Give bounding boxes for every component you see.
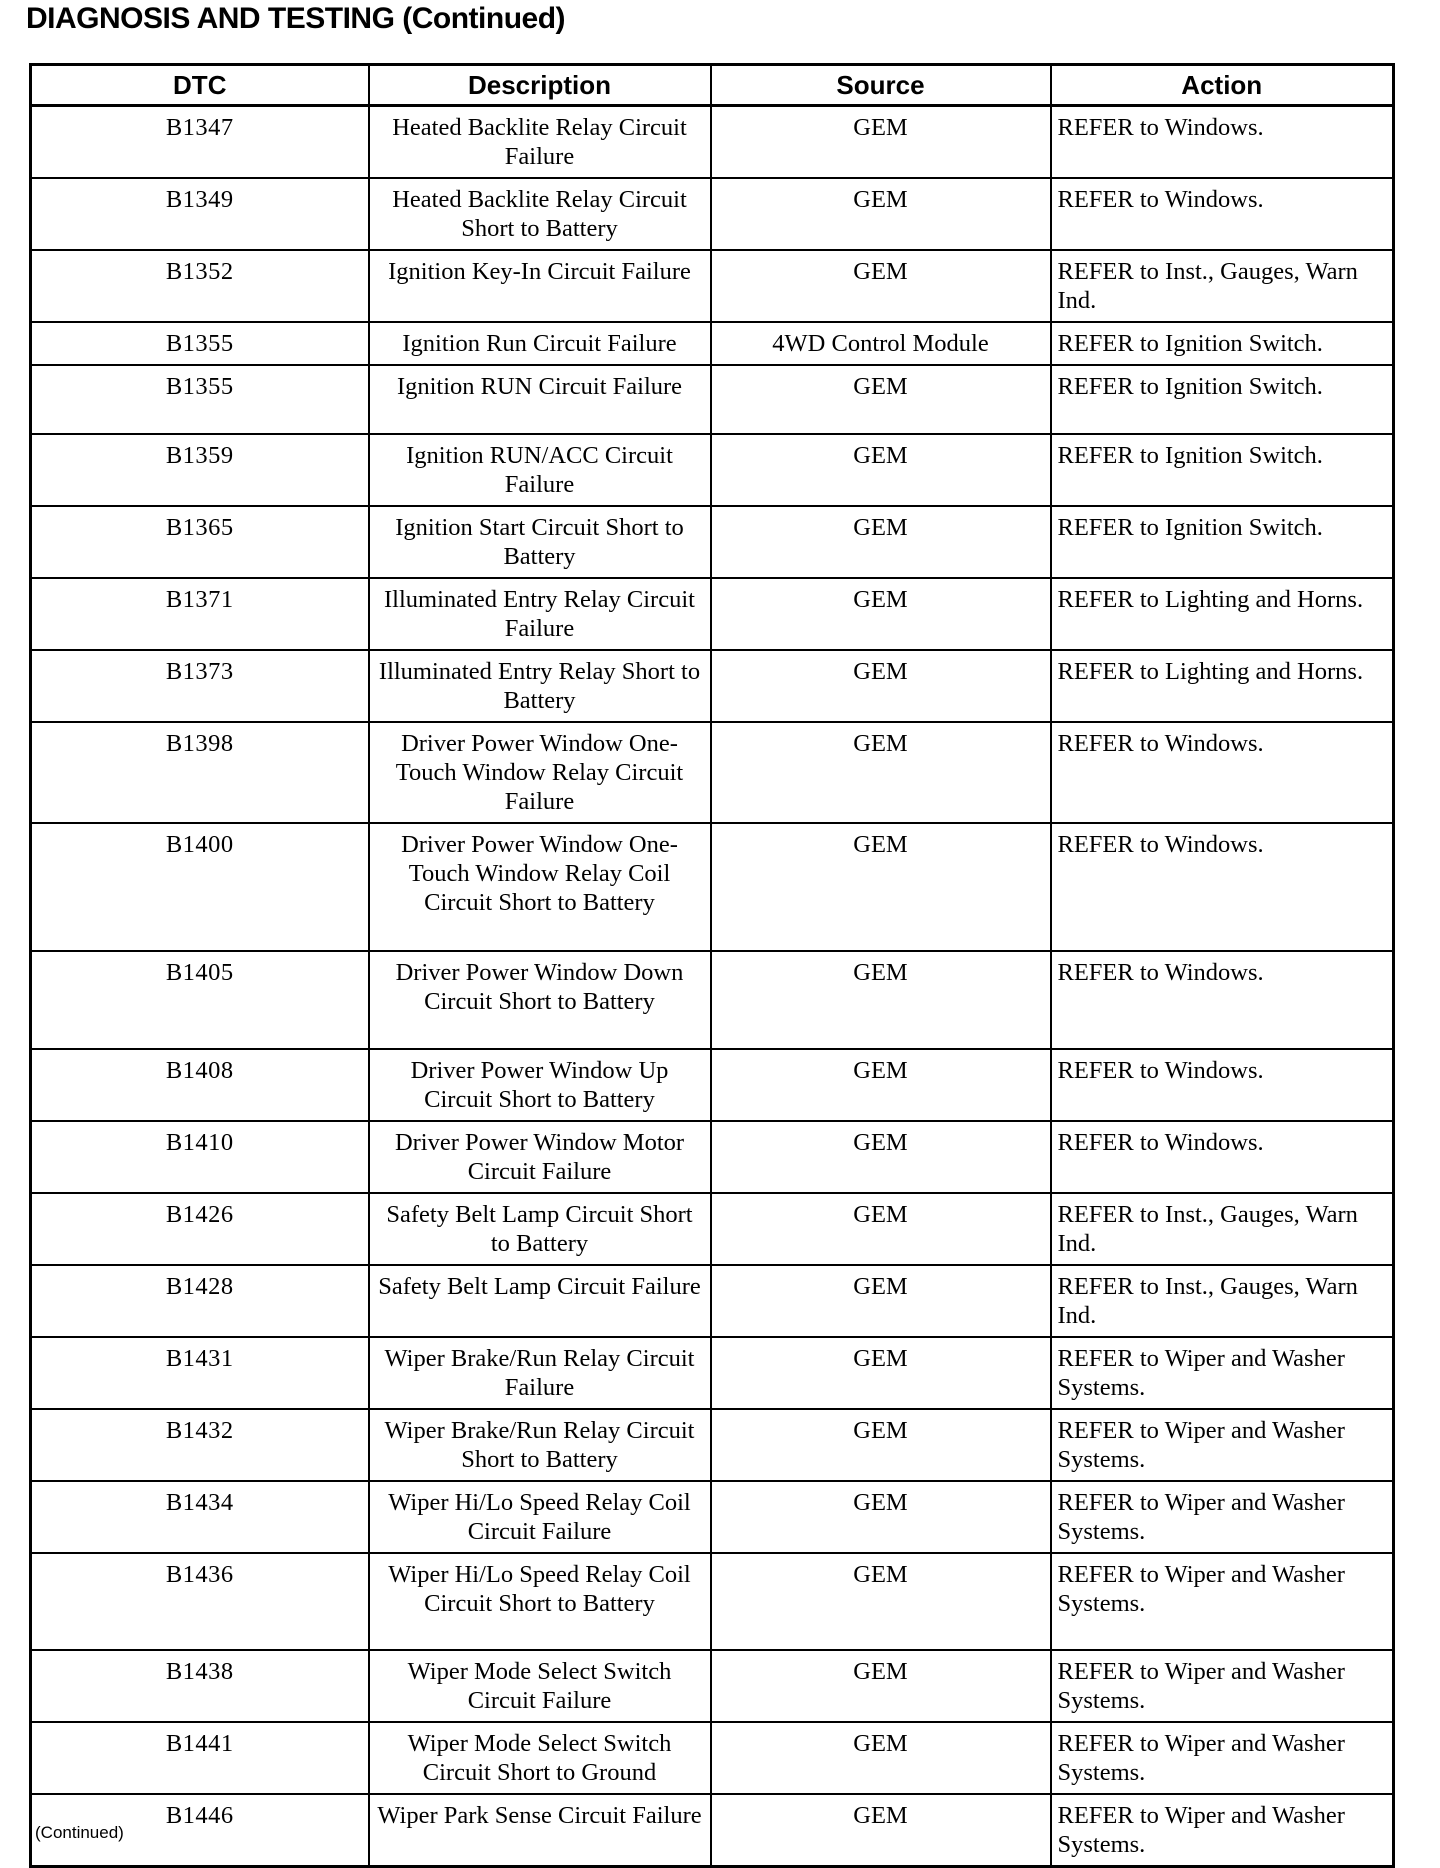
dtc-code-cell: B1428: [31, 1265, 369, 1337]
source-cell: GEM: [711, 365, 1051, 434]
page-title: DIAGNOSIS AND TESTING (Continued): [26, 2, 566, 35]
source-cell: GEM: [711, 1794, 1051, 1867]
dtc-code-cell: B1352: [31, 250, 369, 322]
action-cell: REFER to Wiper and Washer Systems.: [1051, 1650, 1394, 1722]
description-cell: Driver Power Window Up Circuit Short to Battery: [369, 1049, 711, 1121]
source-cell: GEM: [711, 578, 1051, 650]
table-row: [31, 1121, 1394, 1193]
description-cell: Wiper Mode Select Switch Circuit Failure: [369, 1650, 711, 1722]
action-cell: REFER to Ignition Switch.: [1051, 506, 1394, 578]
source-cell: GEM: [711, 1409, 1051, 1481]
source-cell: GEM: [711, 1650, 1051, 1722]
column-header-action: Action: [1051, 65, 1394, 106]
dtc-code-cell: B1347: [31, 106, 369, 179]
action-cell: REFER to Windows.: [1051, 722, 1394, 823]
action-cell: REFER to Windows.: [1051, 951, 1394, 1049]
table-row: [31, 578, 1394, 650]
description-cell: Ignition Start Circuit Short to Battery: [369, 506, 711, 578]
action-cell: REFER to Wiper and Washer Systems.: [1051, 1553, 1394, 1650]
column-header-dtc: DTC: [31, 65, 369, 106]
dtc-code-cell: B1446: [31, 1794, 369, 1867]
action-cell: REFER to Inst., Gauges, Warn Ind.: [1051, 1193, 1394, 1265]
description-cell: Wiper Hi/Lo Speed Relay Coil Circuit Failure: [369, 1481, 711, 1553]
table-row: [31, 1265, 1394, 1337]
action-cell: REFER to Windows.: [1051, 1121, 1394, 1193]
continued-note: (Continued): [35, 1823, 124, 1842]
description-cell: Illuminated Entry Relay Short to Battery: [369, 650, 711, 722]
table-row: [31, 951, 1394, 1049]
description-cell: Illuminated Entry Relay Circuit Failure: [369, 578, 711, 650]
source-cell: GEM: [711, 250, 1051, 322]
dtc-code-cell: B1373: [31, 650, 369, 722]
table-row: [31, 178, 1394, 250]
description-cell: Driver Power Window One-Touch Window Relay Coil Circuit Short to Battery: [369, 823, 711, 951]
table-row: [31, 1481, 1394, 1553]
action-cell: REFER to Lighting and Horns.: [1051, 578, 1394, 650]
dtc-code-cell: B1431: [31, 1337, 369, 1409]
table-row: [31, 1722, 1394, 1794]
description-cell: Ignition Key-In Circuit Failure: [369, 250, 711, 322]
description-cell: Driver Power Window Down Circuit Short to Battery: [369, 951, 711, 1049]
table-row: [31, 250, 1394, 322]
description-cell: Wiper Mode Select Switch Circuit Short to Ground: [369, 1722, 711, 1794]
table-row: [31, 722, 1394, 823]
description-cell: Driver Power Window Motor Circuit Failure: [369, 1121, 711, 1193]
table-body: [31, 106, 1394, 1867]
source-cell: GEM: [711, 1722, 1051, 1794]
description-cell: Heated Backlite Relay Circuit Failure: [369, 106, 711, 179]
dtc-code-cell: B1408: [31, 1049, 369, 1121]
description-cell: Ignition Run Circuit Failure: [369, 322, 711, 365]
action-cell: REFER to Wiper and Washer Systems.: [1051, 1481, 1394, 1553]
table-row: [31, 365, 1394, 434]
description-cell: Ignition RUN/ACC Circuit Failure: [369, 434, 711, 506]
action-cell: REFER to Inst., Gauges, Warn Ind.: [1051, 1265, 1394, 1337]
dtc-code-cell: B1441: [31, 1722, 369, 1794]
dtc-code-cell: B1398: [31, 722, 369, 823]
description-cell: Wiper Hi/Lo Speed Relay Coil Circuit Short to Battery: [369, 1553, 711, 1650]
description-cell: Heated Backlite Relay Circuit Short to Battery: [369, 178, 711, 250]
source-cell: GEM: [711, 106, 1051, 179]
source-cell: GEM: [711, 1121, 1051, 1193]
table-row: [31, 322, 1394, 365]
table-row: [31, 1650, 1394, 1722]
action-cell: REFER to Inst., Gauges, Warn Ind.: [1051, 250, 1394, 322]
table-row: [31, 434, 1394, 506]
source-cell: GEM: [711, 434, 1051, 506]
dtc-code-cell: B1410: [31, 1121, 369, 1193]
dtc-code-cell: B1355: [31, 322, 369, 365]
action-cell: REFER to Ignition Switch.: [1051, 322, 1394, 365]
dtc-code-cell: B1349: [31, 178, 369, 250]
table-row: [31, 1337, 1394, 1409]
dtc-code-cell: B1438: [31, 1650, 369, 1722]
dtc-table: [29, 63, 1395, 1868]
source-cell: GEM: [711, 1553, 1051, 1650]
source-cell: GEM: [711, 951, 1051, 1049]
description-cell: Safety Belt Lamp Circuit Failure: [369, 1265, 711, 1337]
source-cell: GEM: [711, 1481, 1051, 1553]
dtc-code-cell: B1400: [31, 823, 369, 951]
description-cell: Driver Power Window One-Touch Window Relay Circuit Failure: [369, 722, 711, 823]
table-row: [31, 650, 1394, 722]
table-row: [31, 106, 1394, 179]
description-cell: Safety Belt Lamp Circuit Short to Battery: [369, 1193, 711, 1265]
source-cell: GEM: [711, 1049, 1051, 1121]
source-cell: GEM: [711, 178, 1051, 250]
column-header-source: Source: [711, 65, 1051, 106]
description-cell: Wiper Park Sense Circuit Failure: [369, 1794, 711, 1867]
source-cell: GEM: [711, 823, 1051, 951]
source-cell: GEM: [711, 722, 1051, 823]
source-cell: GEM: [711, 1337, 1051, 1409]
action-cell: REFER to Wiper and Washer Systems.: [1051, 1337, 1394, 1409]
action-cell: REFER to Ignition Switch.: [1051, 434, 1394, 506]
table-row: [31, 506, 1394, 578]
dtc-code-cell: B1365: [31, 506, 369, 578]
action-cell: REFER to Ignition Switch.: [1051, 365, 1394, 434]
action-cell: REFER to Windows.: [1051, 823, 1394, 951]
dtc-code-cell: B1426: [31, 1193, 369, 1265]
dtc-code-cell: B1436: [31, 1553, 369, 1650]
table-row: [31, 1193, 1394, 1265]
table-row: [31, 1409, 1394, 1481]
column-header-description: Description: [369, 65, 711, 106]
source-cell: GEM: [711, 650, 1051, 722]
dtc-code-cell: B1405: [31, 951, 369, 1049]
action-cell: REFER to Lighting and Horns.: [1051, 650, 1394, 722]
action-cell: REFER to Windows.: [1051, 178, 1394, 250]
dtc-code-cell: B1432: [31, 1409, 369, 1481]
dtc-code-cell: B1355: [31, 365, 369, 434]
table-header-row: [31, 65, 1394, 106]
table-row: [31, 823, 1394, 951]
dtc-code-cell: B1359: [31, 434, 369, 506]
description-cell: Wiper Brake/Run Relay Circuit Failure: [369, 1337, 711, 1409]
action-cell: REFER to Wiper and Washer Systems.: [1051, 1409, 1394, 1481]
action-cell: REFER to Wiper and Washer Systems.: [1051, 1722, 1394, 1794]
dtc-code-cell: B1434: [31, 1481, 369, 1553]
action-cell: REFER to Wiper and Washer Systems.: [1051, 1794, 1394, 1867]
table-row: [31, 1794, 1394, 1867]
description-cell: Ignition RUN Circuit Failure: [369, 365, 711, 434]
action-cell: REFER to Windows.: [1051, 1049, 1394, 1121]
source-cell: GEM: [711, 506, 1051, 578]
action-cell: REFER to Windows.: [1051, 106, 1394, 179]
source-cell: GEM: [711, 1193, 1051, 1265]
table-row: [31, 1553, 1394, 1650]
description-cell: Wiper Brake/Run Relay Circuit Short to Battery: [369, 1409, 711, 1481]
source-cell: 4WD Control Module: [711, 322, 1051, 365]
source-cell: GEM: [711, 1265, 1051, 1337]
dtc-code-cell: B1371: [31, 578, 369, 650]
table-row: [31, 1049, 1394, 1121]
